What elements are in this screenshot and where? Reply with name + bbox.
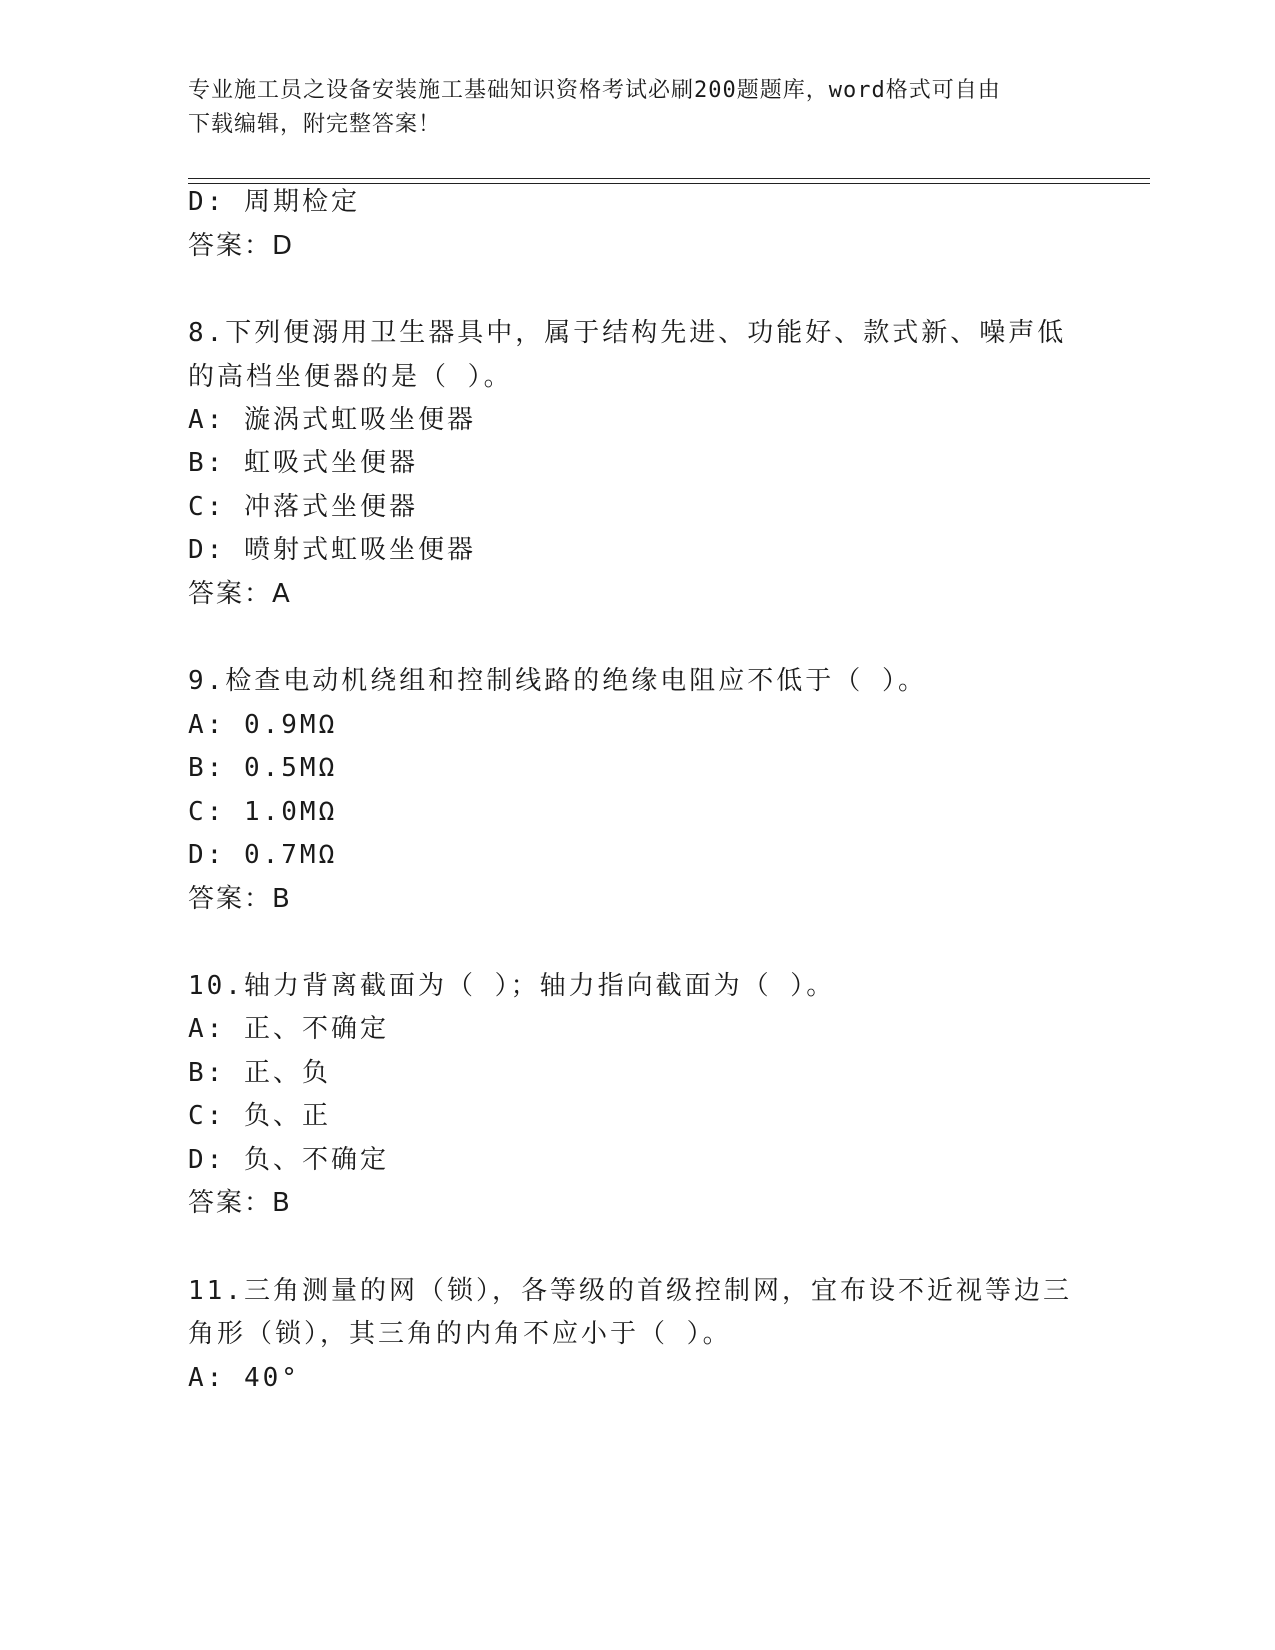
question-9-option-b: B: 0.5MΩ — [188, 753, 338, 783]
question-11-text-line-2: 角形（锁），其三角的内角不应小于（ ）。 — [188, 1319, 732, 1349]
header-line-1: 专业施工员之设备安装施工基础知识资格考试必刷200题题库，word格式可自由 — [188, 78, 1001, 103]
question-9-option-a: A: 0.9MΩ — [188, 710, 338, 740]
question-10-answer: 答案：B — [188, 1188, 292, 1218]
question-10-option-b: B: 正、负 — [188, 1058, 331, 1088]
question-9-text: 9.检查电动机绕组和控制线路的绝缘电阻应不低于（ ）。 — [188, 666, 927, 696]
question-9-answer: 答案：B — [188, 884, 292, 914]
question-10-option-d: D: 负、不确定 — [188, 1145, 389, 1175]
question-8-text-line-1: 8.下列便溺用卫生器具中，属于结构先进、功能好、款式新、噪声低 — [188, 318, 1067, 348]
question-8-text-line-2: 的高档坐便器的是（ ）。 — [188, 362, 513, 392]
question-9-option-d: D: 0.7MΩ — [188, 840, 338, 870]
question-10-option-a: A: 正、不确定 — [188, 1014, 389, 1044]
header-line-2: 下载编辑，附完整答案！ — [188, 112, 442, 137]
header-divider-top — [188, 178, 1150, 179]
question-8-answer: 答案：A — [188, 579, 292, 609]
question-8-option-b: B: 虹吸式坐便器 — [188, 448, 418, 478]
question-11-text-line-1: 11.三角测量的网（锁），各等级的首级控制网，宜布设不近视等边三 — [188, 1276, 1072, 1306]
question-8-option-c: C: 冲落式坐便器 — [188, 492, 418, 522]
document-header — [188, 74, 1088, 142]
question-8-option-d: D: 喷射式虹吸坐便器 — [188, 535, 476, 565]
question-11-option-a: A: 40° — [188, 1363, 300, 1393]
answer-line: 答案：D — [188, 231, 295, 261]
header-divider-bottom — [188, 183, 1150, 184]
question-8-option-a: A: 漩涡式虹吸坐便器 — [188, 405, 476, 435]
question-10-option-c: C: 负、正 — [188, 1101, 331, 1131]
option-d: D: 周期检定 — [188, 187, 360, 217]
question-10-text: 10.轴力背离截面为（ ）；轴力指向截面为（ ）。 — [188, 971, 836, 1001]
question-9-option-c: C: 1.0MΩ — [188, 797, 338, 827]
